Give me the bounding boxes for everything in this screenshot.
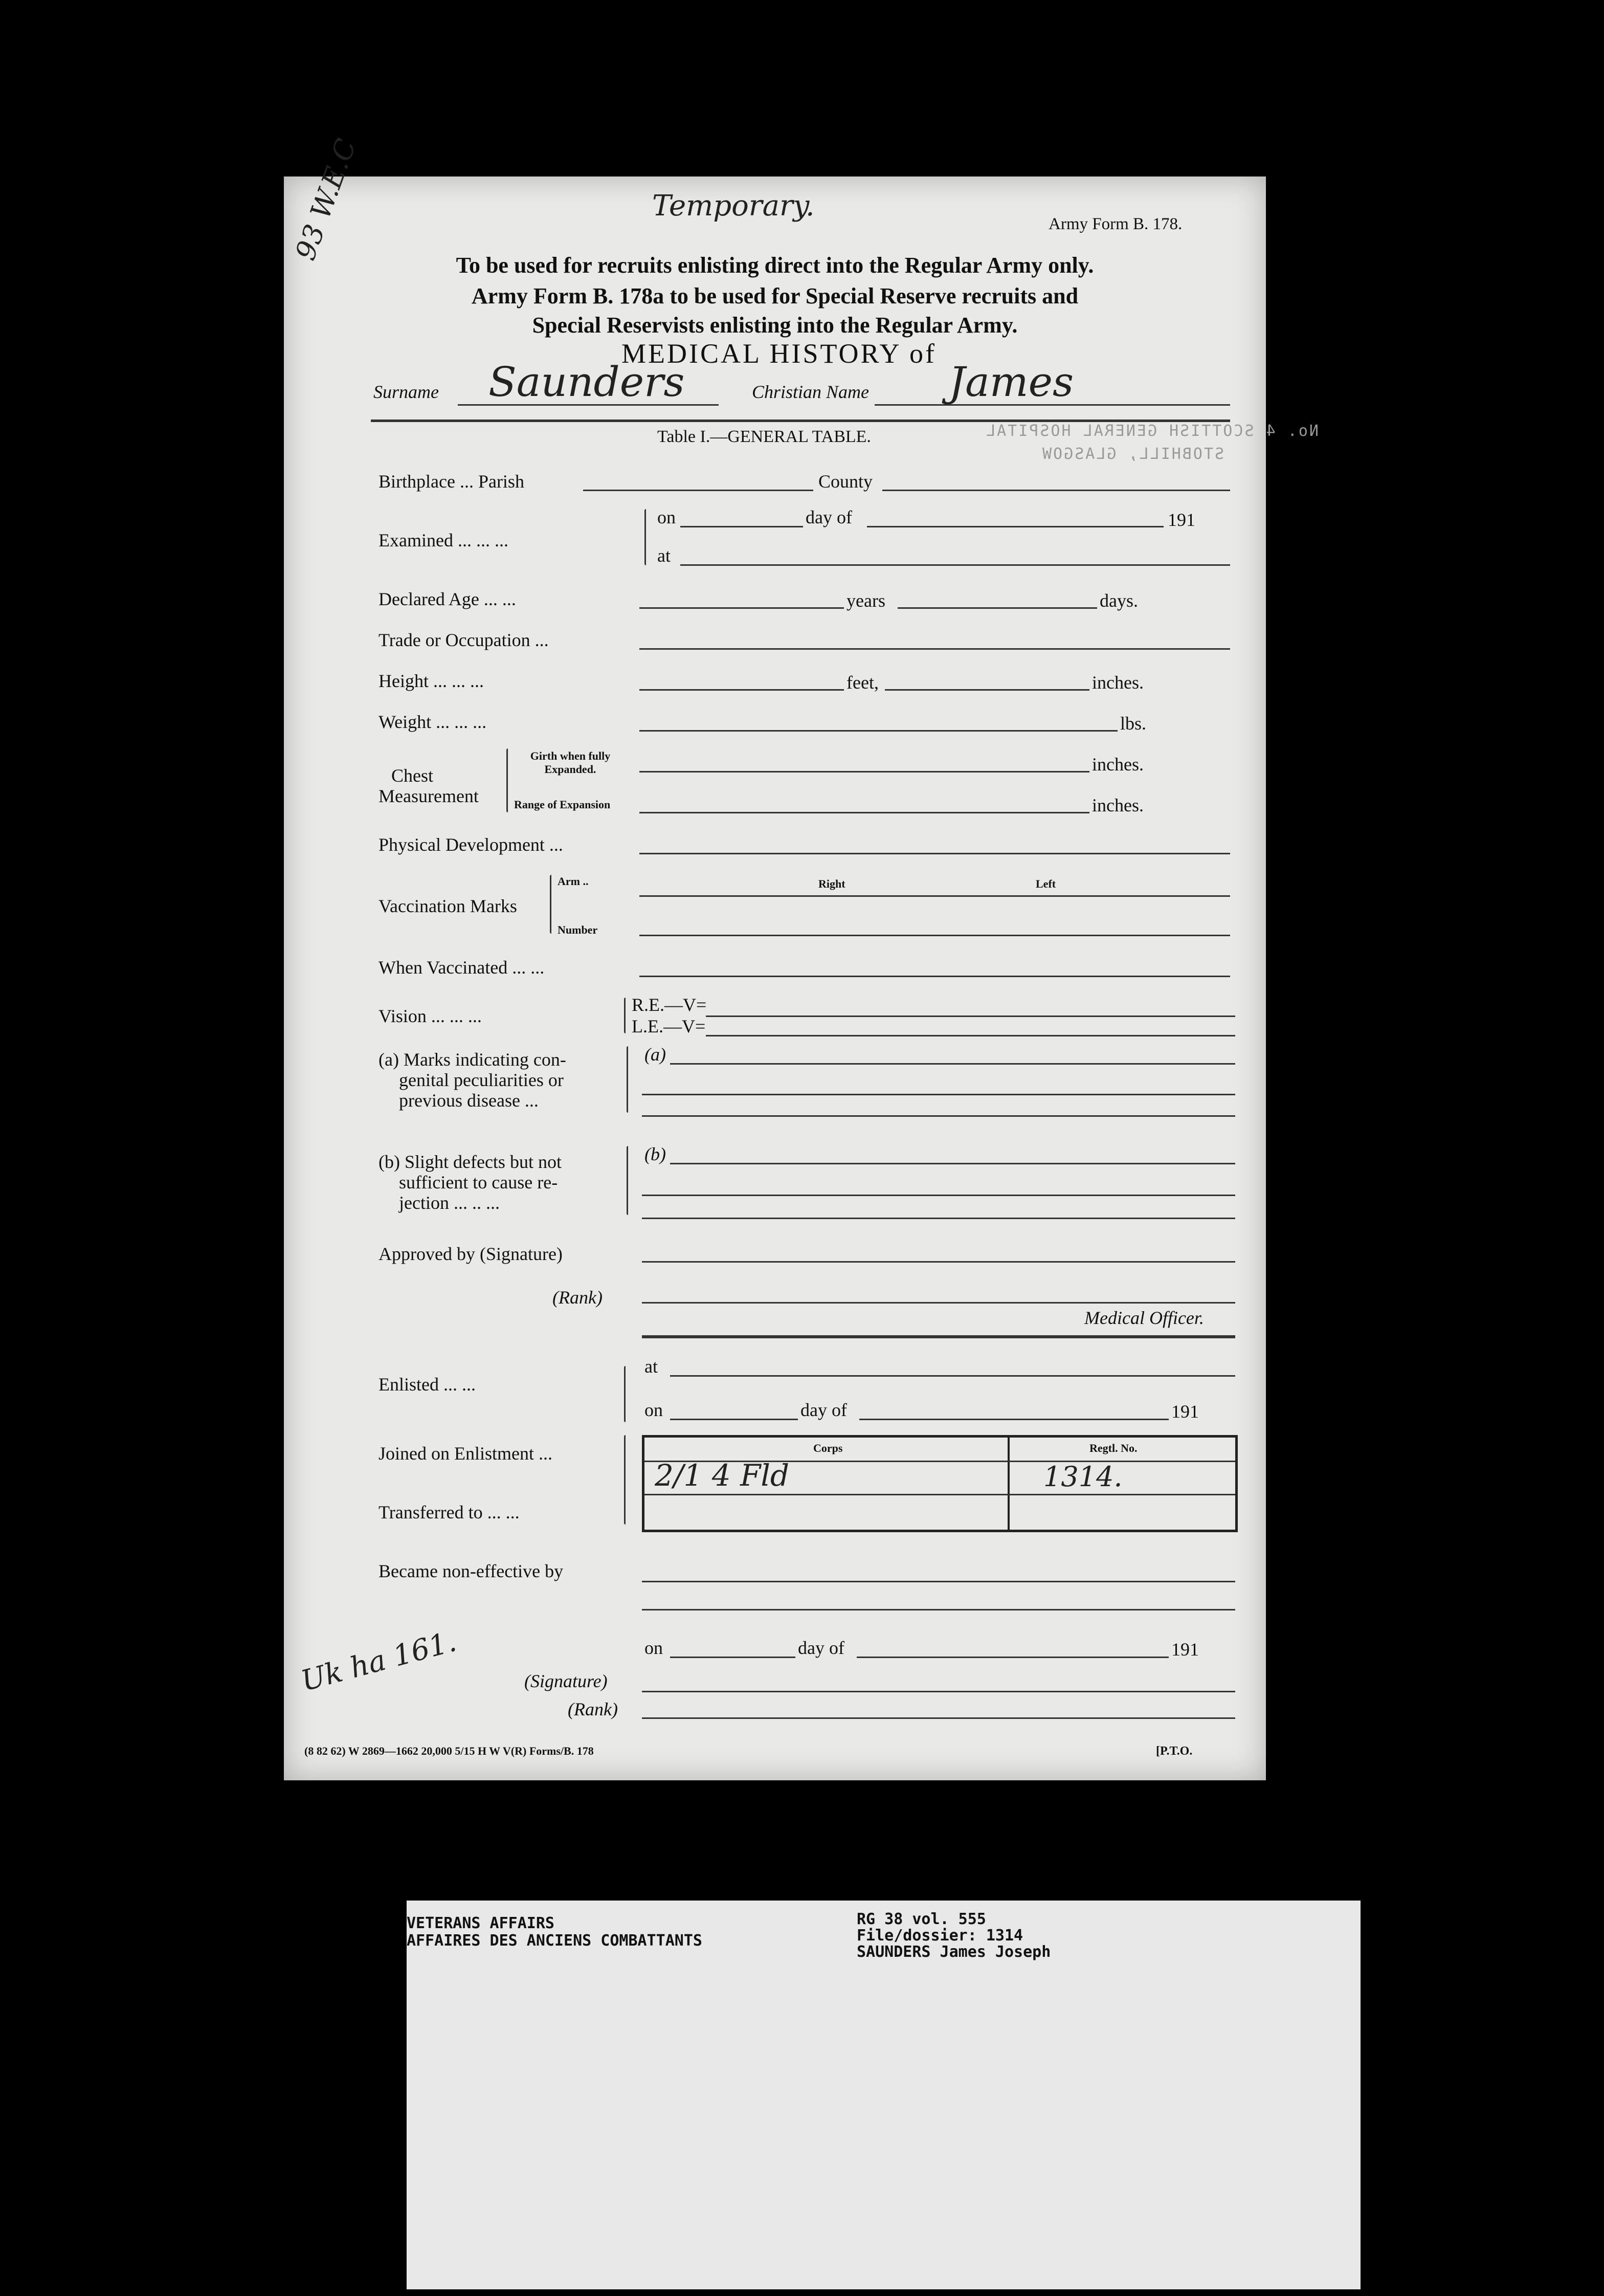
enlisted-year: 191 — [1171, 1401, 1199, 1422]
physical-label: Physical Development ... — [378, 834, 563, 855]
chest-label1: Chest — [391, 765, 434, 786]
a-label: (a) — [644, 1044, 666, 1065]
inches-label: inches. — [1092, 672, 1144, 693]
surname-label: Surname — [373, 382, 439, 402]
defects-b-line1: (b) Slight defects but not — [378, 1152, 562, 1172]
corps-header: Corps — [813, 1442, 843, 1454]
form-number: Army Form B. 178. — [1049, 215, 1183, 233]
card-left-line2: AFFAIRES DES ANCIENS COMBATTANTS — [407, 1932, 702, 1950]
enlisted-at: at — [644, 1356, 658, 1377]
rank2-label: (Rank) — [568, 1699, 618, 1719]
medical-history-title: MEDICAL HISTORY of — [621, 338, 937, 369]
range-label: Range of Expansion — [514, 798, 611, 811]
enlisted-on: on — [644, 1400, 663, 1420]
county-label: County — [818, 471, 873, 492]
feet-label: feet, — [846, 672, 879, 693]
ne-year: 191 — [1171, 1639, 1199, 1660]
marks-a-line3: previous disease ... — [399, 1090, 539, 1111]
surname-value: Saunders — [488, 358, 685, 406]
b-label: (b) — [644, 1144, 666, 1164]
examined-on: on — [657, 507, 676, 527]
heading-line2: Army Form B. 178a to be used for Special Reserve recruits and — [471, 283, 1079, 308]
side-note: Uk ha 161. — [297, 1624, 460, 1698]
transferred-label: Transferred to ... ... — [378, 1502, 520, 1522]
signature-label: (Signature) — [524, 1671, 608, 1691]
rank-label: (Rank) — [552, 1287, 603, 1308]
table-title: Table I.—GENERAL TABLE. — [657, 427, 871, 446]
number-label: Number — [558, 923, 598, 936]
regtl-value: 1314. — [1043, 1461, 1123, 1493]
approved-label: Approved by (Signature) — [378, 1244, 563, 1264]
examined-label: Examined ... ... ... — [378, 530, 508, 550]
archive-card — [407, 1901, 1361, 2289]
vision-label: Vision ... ... ... — [378, 1006, 482, 1026]
non-effective-label: Became non-effective by — [378, 1561, 564, 1581]
heading-line3: Special Reservists enlisting into the Regular Army. — [532, 313, 1018, 338]
christian-name-label: Christian Name — [752, 382, 870, 402]
lbs-label: lbs. — [1120, 713, 1147, 734]
marks-a-line1: (a) Marks indicating con- — [378, 1049, 566, 1070]
enlisted-label: Enlisted ... ... — [378, 1374, 476, 1395]
left-label: Left — [1036, 877, 1056, 890]
trade-label: Trade or Occupation ... — [378, 630, 549, 650]
days-label: days. — [1100, 590, 1138, 611]
weight-label: Weight ... ... ... — [378, 712, 487, 732]
marks-a-line2: genital peculiarities or — [399, 1070, 564, 1090]
examined-year: 191 — [1168, 510, 1195, 530]
medical-officer: Medical Officer. — [1084, 1308, 1204, 1328]
card-right-line3: SAUNDERS James Joseph — [857, 1943, 1051, 1961]
defects-b-line2: sufficient to cause re- — [399, 1172, 558, 1193]
vision-le: L.E.—V= — [632, 1016, 706, 1036]
corps-value: 2/1 4 Fld — [655, 1458, 790, 1493]
when-vaccinated-label: When Vaccinated ... ... — [378, 957, 545, 978]
girth-label: Girth when fully Expanded. — [530, 749, 611, 776]
stamp-line1: No. 4 SCOTTISH GENERAL HOSPITAL — [985, 422, 1319, 440]
footer-print: (8 82 62) W 2869—1662 20,000 5/15 H W V(R) Forms/B. 178 — [304, 1745, 594, 1757]
pto: [P.T.O. — [1156, 1745, 1193, 1758]
temporary-annotation: Temporary. — [652, 189, 815, 223]
enlisted-day-of: day of — [800, 1400, 847, 1420]
card-right-line2: File/dossier: 1314 — [857, 1927, 1023, 1945]
margin-note: 93 W.E.C — [289, 134, 363, 264]
regtl-header: Regtl. No. — [1089, 1442, 1138, 1454]
stamp-line2: STOBHILL, GLASGOW — [1041, 445, 1224, 463]
chest-inches1: inches. — [1092, 754, 1144, 775]
joined-label: Joined on Enlistment ... — [378, 1443, 552, 1464]
vaccination-label: Vaccination Marks — [378, 896, 517, 916]
heading-line1: To be used for recruits enlisting direct into the Regular Army only. — [456, 253, 1094, 278]
chest-inches2: inches. — [1092, 795, 1144, 815]
vision-re: R.E.—V= — [632, 995, 707, 1015]
arm-label: Arm .. — [558, 875, 589, 888]
examined-day-of: day of — [806, 507, 852, 527]
years-label: years — [846, 590, 885, 611]
ne-on: on — [644, 1638, 663, 1658]
corps-table — [642, 1435, 1238, 1532]
chest-label2: Measurement — [378, 786, 479, 806]
christian-name-value: James — [949, 358, 1074, 406]
right-label: Right — [818, 877, 845, 890]
card-right-line1: RG 38 vol. 555 — [857, 1910, 986, 1928]
form-sheet — [284, 134, 1319, 1780]
ne-day-of: day of — [798, 1638, 844, 1658]
defects-b-line3: jection ... .. ... — [399, 1193, 500, 1213]
examined-at: at — [657, 545, 671, 566]
height-label: Height ... ... ... — [378, 671, 484, 691]
declared-age-label: Declared Age ... ... — [378, 589, 516, 609]
card-left-line1: VETERANS AFFAIRS — [407, 1914, 554, 1932]
birthplace-label: Birthplace ... Parish — [378, 471, 524, 492]
